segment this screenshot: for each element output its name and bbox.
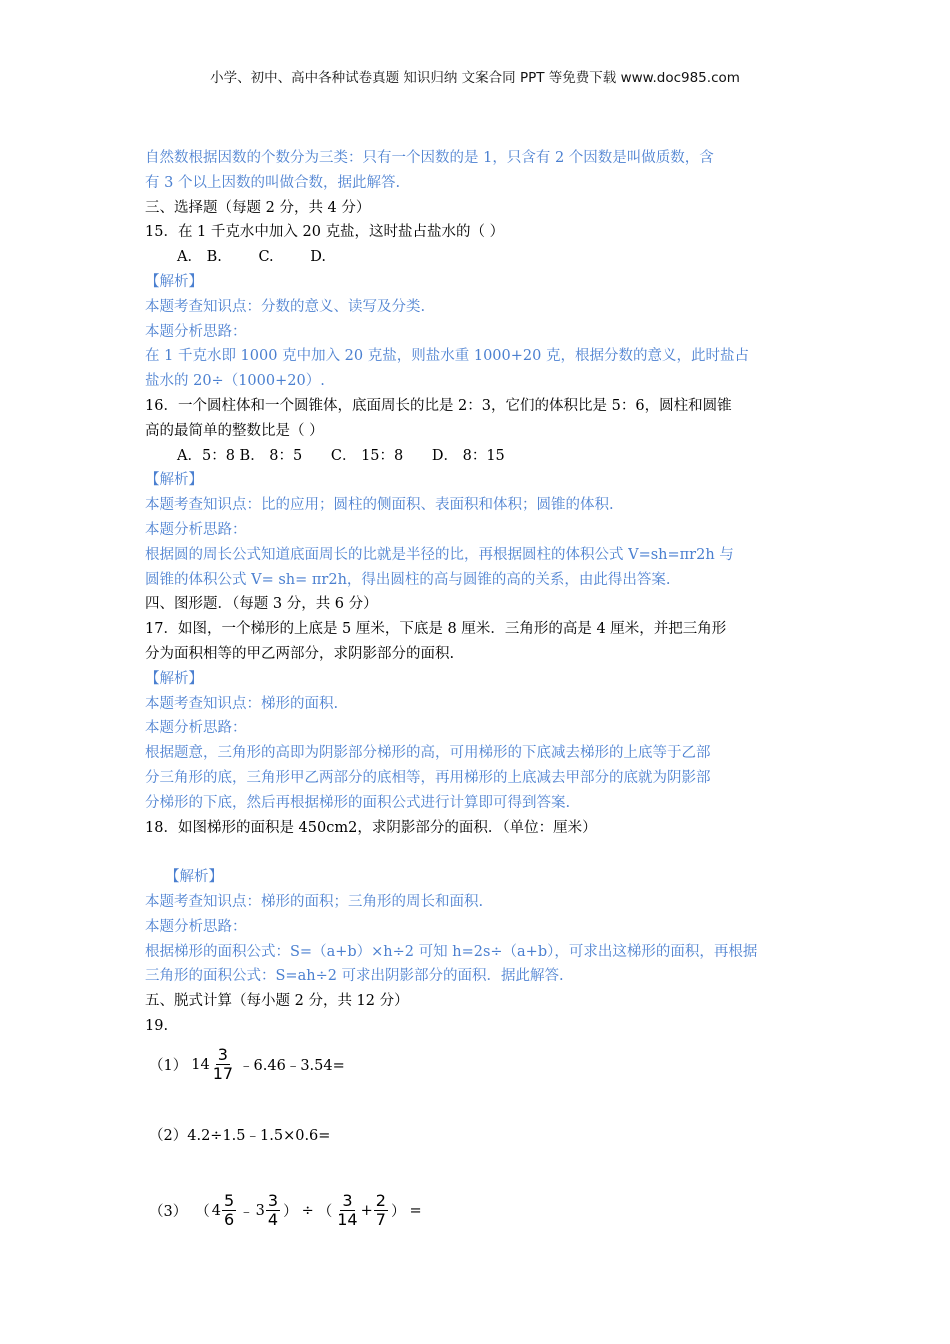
text-line: 本题分析思路：	[145, 323, 247, 340]
paren: （	[317, 1204, 333, 1221]
analysis-label: 【解析】	[145, 273, 203, 290]
numerator: 3	[342, 1191, 353, 1211]
text-line: 本题考查知识点：分数的意义、读写及分类.	[145, 298, 426, 315]
whole-number: 3	[255, 1202, 265, 1219]
calc-item-3	[145, 1187, 810, 1235]
calc-label: （1）	[149, 1058, 188, 1075]
numerator: 3	[267, 1191, 279, 1211]
denominator: 17	[212, 1064, 234, 1084]
question-options	[145, 444, 810, 469]
operator: ÷	[301, 1202, 314, 1219]
text-line: 本题考查知识点：梯形的面积.	[145, 695, 339, 712]
question: 16．一个圆柱体和一个圆锥体，底面周长的比是 2：3，它们的体积比是 5：6，圆柱和圆锥	[145, 397, 732, 414]
text-line: 有 3 个以上因数的叫做合数，据此解答.	[145, 174, 401, 191]
spacer	[145, 840, 810, 865]
text-line: 本题考查知识点：比的应用；圆柱的侧面积、表面积和体积；圆锥的体积.	[145, 497, 614, 514]
text-line: 三角形的面积公式：S=ah÷2 可求出阴影部分的面积．据此解答.	[145, 968, 564, 985]
text-line: 圆锥的体积公式 V= sh= πr2h，得出圆柱的高与圆锥的高的关系，由此得出答案.	[145, 571, 671, 588]
text-line: 分梯形的下底，然后再根据梯形的面积公式进行计算即可得到答案.	[145, 794, 571, 811]
text-line: 盐水的 20÷（1000+20）.	[145, 373, 325, 390]
option: C． 15：8	[330, 447, 404, 464]
operator: +	[360, 1202, 373, 1219]
question: 17．如图，一个梯形的上底是 5 厘米，下底是 8 厘米．三角形的高是 4 厘米，并把三角形	[145, 621, 727, 638]
whole-number: 14	[191, 1056, 210, 1073]
option: B． 8：5	[239, 447, 303, 464]
text-line: 本题分析思路：	[145, 720, 247, 737]
fraction	[266, 1192, 280, 1229]
analysis-label: 【解析】	[145, 670, 203, 687]
analysis-label: 【解析】	[145, 472, 203, 489]
question: 18．如图梯形的面积是 450cm2，求阴影部分的面积．（单位：厘米）	[145, 819, 597, 836]
text-line: 本题分析思路：	[145, 918, 247, 935]
expression-rest: ﹣6.46﹣3.54=	[239, 1058, 345, 1075]
calc-label: （3）	[149, 1204, 188, 1221]
denominator: 4	[267, 1210, 279, 1230]
option: D． 8：15	[431, 447, 505, 464]
question-options	[145, 245, 810, 270]
whole-number: 4	[211, 1202, 221, 1219]
fraction	[335, 1192, 359, 1229]
paren: （	[195, 1204, 210, 1221]
text-line: 根据圆的周长公式知道底面周长的比就是半径的比，再根据圆柱的体积公式 V=sh=πr2h 与	[145, 546, 734, 563]
fraction	[211, 1046, 235, 1083]
numerator: 5	[223, 1191, 235, 1211]
document-content	[145, 146, 810, 1235]
operator: ﹣	[239, 1204, 254, 1221]
page-header: 小学、初中、高中各种试卷真题 知识归纳 文案合同 PPT 等免费下载 www.doc985.com	[210, 70, 740, 86]
question: 19.	[145, 1017, 169, 1034]
fraction	[222, 1192, 236, 1229]
question: 分为面积相等的甲乙两部分，求阴影部分的面积.	[145, 645, 455, 662]
calc-item-1	[145, 1041, 810, 1089]
option: A． B.	[177, 249, 222, 266]
paren: ）	[283, 1204, 298, 1221]
text-line: 本题考查知识点：梯形的面积；三角形的周长和面积.	[145, 893, 484, 910]
paren: ）	[390, 1204, 406, 1221]
denominator: 6	[223, 1210, 235, 1230]
denominator: 14	[337, 1210, 358, 1230]
option: A．5：8	[177, 447, 235, 464]
calc-item-2	[145, 1111, 810, 1159]
section-heading: 四、图形题．（每题 3 分，共 6 分）	[145, 596, 378, 613]
equals: =	[409, 1202, 422, 1219]
question: 15．在 1 千克水中加入 20 克盐，这时盐占盐水的（ ）	[145, 224, 505, 241]
text-line: 分三角形的底，三角形甲乙两部分的底相等，再用梯形的上底减去甲部分的底就为阴影部	[145, 769, 711, 786]
denominator: 7	[375, 1210, 386, 1230]
calc-label: （2）	[149, 1128, 188, 1145]
text-line: 根据梯形的面积公式：S=（a+b）×h÷2 可知 h=2s÷（a+b），可求出这梯形的面积，再根据	[145, 943, 758, 960]
expression: 4.2÷1.5﹣1.5×0.6=	[187, 1128, 331, 1145]
text-line: 自然数根据因数的个数分为三类：只有一个因数的是 1，只含有 2 个因数是叫做质数，含	[145, 150, 714, 166]
numerator: 3	[217, 1045, 228, 1065]
text-line: 在 1 千克水即 1000 克中加入 20 克盐，则盐水重 1000+20 克，根据分数的意义，此时盐占	[145, 348, 749, 365]
fraction	[374, 1192, 388, 1229]
section-heading: 五、脱式计算（每小题 2 分，共 12 分）	[145, 993, 409, 1010]
option: D.	[310, 249, 326, 266]
numerator: 2	[375, 1191, 386, 1211]
text-line: 本题分析思路：	[145, 521, 247, 538]
text-line: 根据题意，三角形的高即为阴影部分梯形的高，可用梯形的下底减去梯形的上底等于乙部	[145, 745, 711, 762]
option: C.	[258, 249, 274, 266]
question: 高的最简单的整数比是（ ）	[145, 422, 324, 439]
analysis-label: 【解析】	[165, 869, 223, 886]
section-heading: 三、选择题（每题 2 分，共 4 分）	[145, 199, 371, 216]
